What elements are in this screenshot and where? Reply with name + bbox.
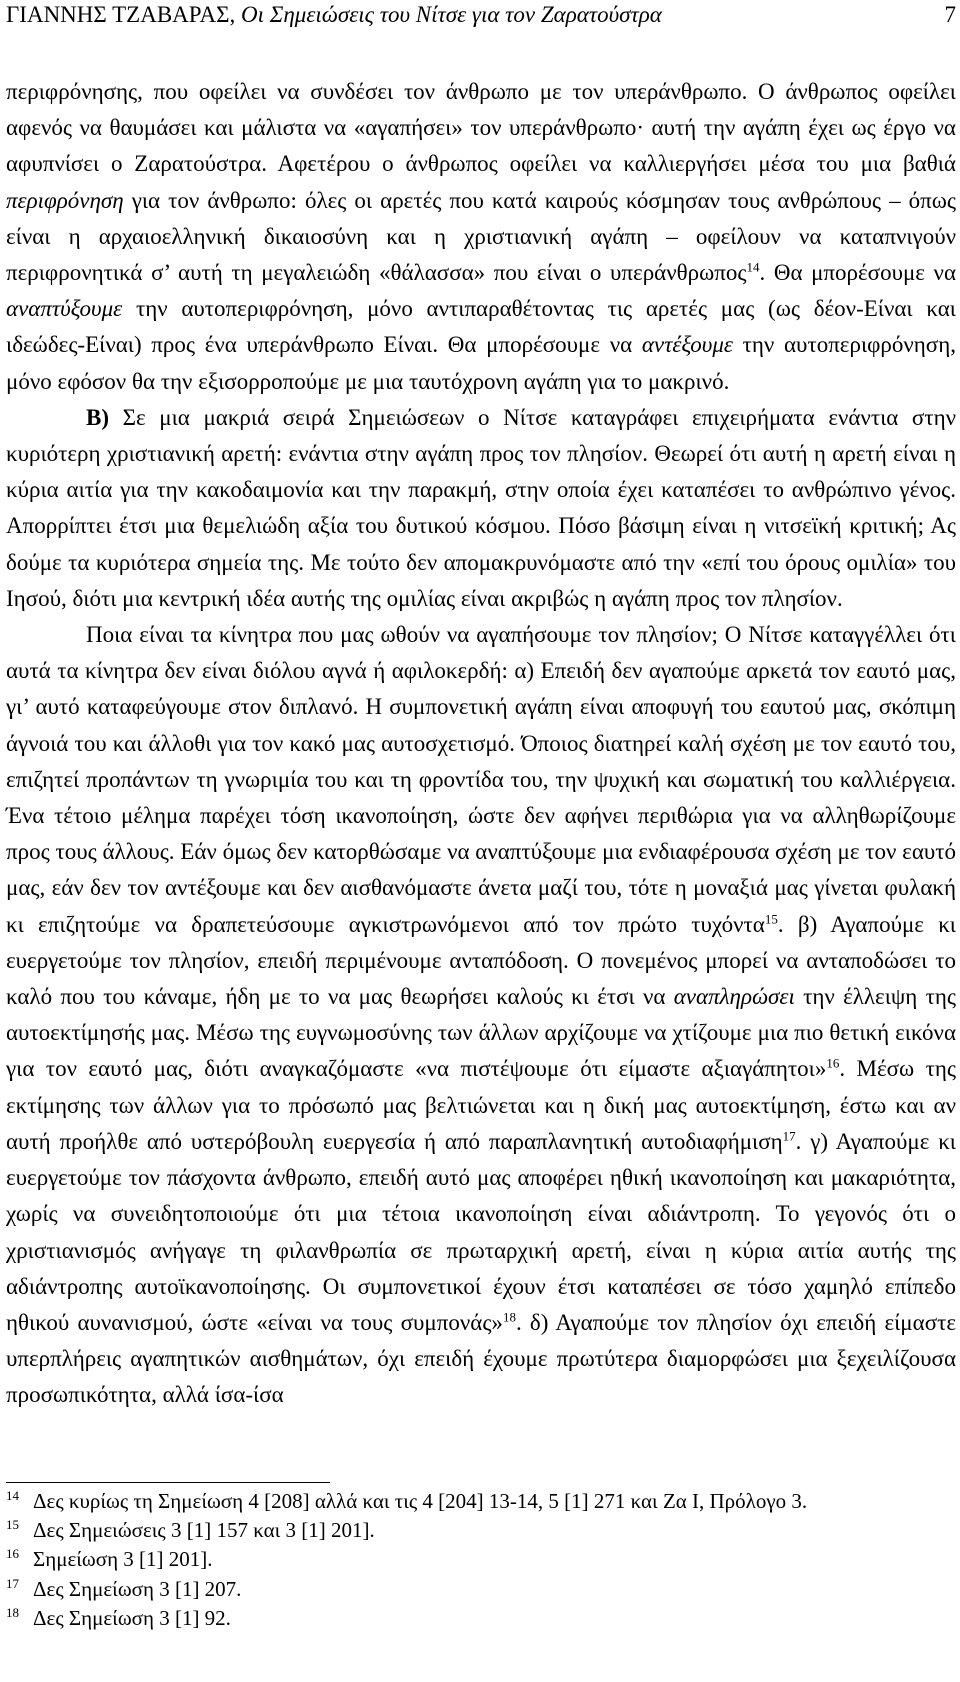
paragraph-3 xyxy=(6,617,956,1413)
text-run: περιφρόνησης, που οφείλει να συνδέσει τον άνθρωπο με τον υπεράνθρωπο. Ο άνθρωπος οφείλει αφενός να θαυμάσει και μάλιστα να «αγαπήσει» τον υπεράνθρωπο· αυτή την αγάπη έχει ως έργο να αφυπνίσει ο Ζαρατούστρα. Αφετέρου ο άνθρωπος οφείλει να καλλιεργήσει μέσα του μια βαθιά xyxy=(6,79,956,177)
section-marker: Β) xyxy=(86,404,109,430)
footnote-15: 15 Δες Σημειώσεις 3 [1] 157 και 3 [1] 201]. xyxy=(6,1517,375,1543)
text-run: . γ) Αγαπούμε κι ευεργετούμε τον πάσχοντα άνθρωπο, επειδή αυτό μας αποφέρει ηθική ικανοποίηση και μακαριότητα, χωρίς να συνειδητοποιούμε ότι μια τέτοια ικανοποίηση είναι αδιάντροπη. Το γεγονός ότι ο χριστιανισμός ανήγαγε τη φιλανθρωπία σε πρωταρχική αρετή, είναι η κύρια αιτία αυτής της αδιάντροπης αυτοϊκανοποίησης. Οι συμπονετικοί έχουν έτσι καταπέσει σε τόσο χαμηλό επίπεδο ηθικού αυνανισμού, ώστε «είναι να τους συμπονάς» xyxy=(6,1128,956,1335)
text-run: την αυτοπεριφρόνηση, μόνο εφόσον θα την εξισορροπούμε με μια ταυτόχρονη αγάπη για το μακρινό. xyxy=(6,332,956,394)
footnote-text: Δες κυρίως τη Σημείωση 4 [208] αλλά και τις 4 [204] 13-14, 5 [1] 271 και Ζα Ι, Πρόλογο 3. xyxy=(33,1489,808,1513)
running-header xyxy=(6,0,956,34)
paragraph-2 xyxy=(6,400,956,617)
main-text xyxy=(6,74,956,1414)
italic-run: αντέξουμε xyxy=(641,332,733,358)
footnote-16: 16 Σημείωση 3 [1] 201]. xyxy=(6,1546,213,1572)
paragraph-1 xyxy=(6,74,956,400)
italic-run: αναπτύξουμε xyxy=(6,296,123,322)
footnote-18: 18 Δες Σημείωση 3 [1] 92. xyxy=(6,1604,231,1630)
footnotes xyxy=(6,1487,956,1633)
footnote-14: 14 Δες κυρίως τη Σημείωση 4 [208] αλλά και τις 4 [204] 13-14, 5 [1] 271 και Ζα Ι, Πρόλογο 3. xyxy=(6,1488,808,1513)
footnote-ref-15[interactable]: 15 xyxy=(764,911,778,927)
footnote-ref-18[interactable]: 18 xyxy=(502,1309,516,1325)
text-run: για τον άνθρωπο: όλες οι αρετές που κατά καιρούς κόσμησαν τους ανθρώπους – όπως είναι η αρχαιοελληνική δικαιοσύνη και η χριστιανική αγάπη – οφείλουν να καταπνιγούν περιφρονητικά σ’ αυτή τη μεγαλειώδη «θάλασσα» που είναι ο υπεράνθρωπος xyxy=(6,187,956,286)
page-number: 7 xyxy=(944,2,956,27)
header-author: ΓΙΑΝΝΗΣ ΤΖΑΒΑΡΑΣ, xyxy=(6,2,241,27)
footnote-ref-16[interactable]: 16 xyxy=(826,1055,840,1071)
footnote-separator xyxy=(6,1482,330,1483)
footnote-17: 17 Δες Σημείωση 3 [1] 207. xyxy=(6,1575,242,1601)
footnote-text: Σημείωση 3 [1] 201]. xyxy=(33,1547,213,1572)
italic-run: αναπληρώσει xyxy=(673,984,795,1010)
text-run: την αυτοπεριφρόνηση, μόνο αντιπαραθέτοντας τις αρετές μας (ως δέον-Είναι και ιδεώδες-Είναι) προς ένα υπεράνθρωπο Είναι. Θα μπορέσουμε να xyxy=(6,296,956,358)
text-run: . β) Αγαπούμε κι ευεργετούμε τον πλησίον, επειδή περιμένουμε ανταπόδοση. Ο πονεμένος μπορεί να ανταποδώσει το καλό που του κάναμε, ήδη με το να μας θεωρήσει καλούς κι έτσι να xyxy=(6,911,956,1010)
italic-run: περιφρόνηση xyxy=(6,187,124,213)
header-title xyxy=(6,0,662,30)
text-run: την έλλειψη της αυτοεκτίμησής μας. Μέσω της ευγνωμοσύνης των άλλων αρχίζουμε να χτίζουμε μια πιο θετική εικόνα για τον εαυτό μας, διότι αναγκαζόμαστε «να πιστέψουμε ότι είμαστε αξιαγάπητοι» xyxy=(6,984,956,1082)
text-run: Σε μια μακριά σειρά Σημειώσεων ο Νίτσε καταγράφει επιχειρήματα ενάντια στην κυριότερη χριστιανική αρετή: ενάντια στην αγάπη προς τον πλησίον. Θεωρεί ότι αυτή η αρετή είναι η κύρια αιτία για την κακοδαιμονία και την παρακμή, στην οποία έχει καταπέσει το ανθρώπινο γένος. Απορρίπτει έτσι μια θεμελιώδη αξία του δυτικού κόσμου. Πόσο βάσιμη είναι η νιτσεϊκή κριτική; Ας δούμε τα κυριότερα σημεία της. Με τούτο δεν απομακρυνόμαστε από την «επί του όρους ομιλία» του Ιησού, διότι μια κεντρική ιδέα αυτής της ομιλίας είναι ακριβώς η αγάπη προς τον πλησίον. xyxy=(6,404,956,611)
text-run: . Μέσω της εκτίμησης των άλλων για το πρόσωπό μας βελτιώνεται και η δική μας αυτοεκτίμηση, έστω και αν αυτή προήλθε από υστερόβουλη ευεργεσία ή από παραπλανητική αυτοδιαφήμιση xyxy=(6,1056,956,1154)
footnote-ref-14[interactable]: 14 xyxy=(746,259,760,275)
header-work-title: Οι Σημειώσεις του Νίτσε για τον Ζαρατούστρα xyxy=(240,2,662,27)
footnote-text: Δες Σημειώσεις 3 [1] 157 και 3 [1] 201]. xyxy=(33,1518,375,1543)
text-run: . δ) Αγαπούμε τον πλησίον όχι επειδή είμαστε υπερπλήρεις αγαπητικών αισθημάτων, όχι επειδή έχουμε πρωτύτερα διαμορφώσει μια ξεχειλίζουσα προσωπικότητα, αλλά ίσα-ίσα xyxy=(6,1309,956,1408)
footnote-text: Δες Σημείωση 3 [1] 92. xyxy=(33,1605,231,1630)
text-run: Ποια είναι τα κίνητρα που μας ωθούν να αγαπήσουμε τον πλησίον; Ο Νίτσε καταγγέλλει ότι αυτά τα κίνητρα δεν είναι διόλου αγνά ή αφιλοκερδή: α) Επειδή δεν αγαπούμε αρκετά τον εαυτό μας, γι’ αυτό καταφεύγουμε στον διπλανό. Η συμπονετική αγάπη είναι αποφυγή του εαυτού μας, σκόπιμη άγνοιά του και άλλοθι για τον κακό μας αυτοσχετισμό. Όποιος διατηρεί καλή σχέση με τον εαυτό του, επιζητεί προπάντων τη γνωριμία του και τη φροντίδα του, την ψυχική και σωματική του καλλιέργεια. Ένα τέτοιο μέλημα παρέχει τόση ικανοποίηση, ώστε δεν αφήνει περιθώρια για να αλληθωρίζουμε προς τους άλλους. Εάν όμως δεν κατορθώσαμε να αναπτύξουμε μια ενδιαφέρουσα σχέση με τον εαυτό μας, εάν δεν τον αντέξουμε και δεν αισθανόμαστε άνετα μαζί του, τότε η μοναξιά μας γίνεται φυλακή κι επιζητούμε να δραπετεύσουμε αγκιστρωνόμενοι από τον πρώτο τυχόντα xyxy=(6,622,956,937)
footnote-text: Δες Σημείωση 3 [1] 207. xyxy=(33,1576,242,1601)
text-run: . Θα μπορέσουμε να xyxy=(759,260,957,286)
footnote-ref-17[interactable]: 17 xyxy=(782,1128,796,1144)
